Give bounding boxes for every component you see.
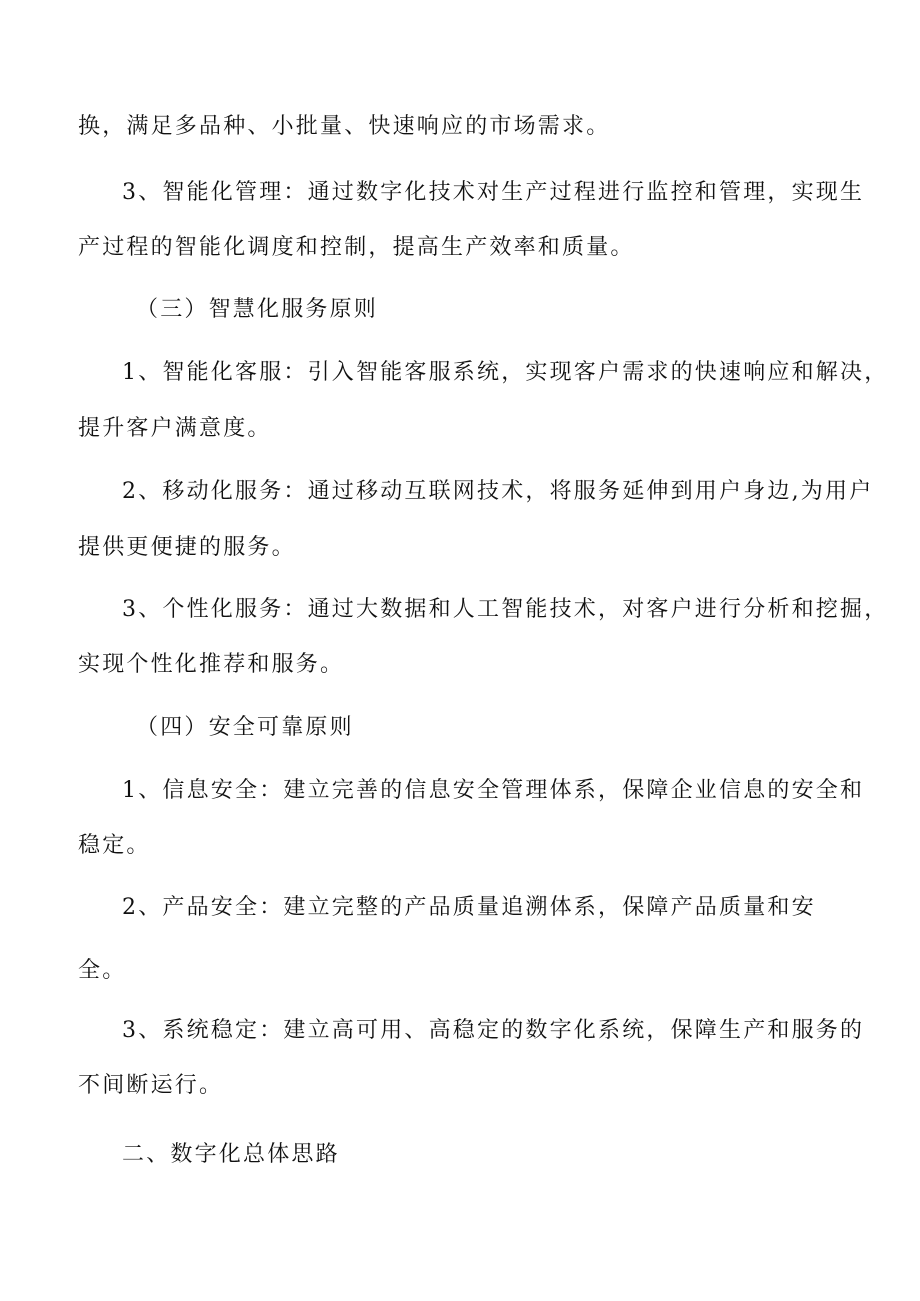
paragraph-line: 全。 [78,958,127,983]
paragraph-line: 产过程的智能化调度和控制，提高生产效率和质量。 [78,235,635,260]
paragraph-line: 1、信息安全：建立完善的信息安全管理体系，保障企业信息的安全和 [122,778,865,803]
paragraph-line: 3、个性化服务：通过大数据和人工智能技术，对客户进行分析和挖掘， [122,597,889,622]
section-heading: 二、数字化总体思路 [122,1142,340,1167]
paragraph-line: 1、智能化客服：引入智能客服系统，实现客户需求的快速响应和解决， [122,360,889,385]
paragraph-line: 实现个性化推荐和服务。 [78,652,345,677]
subsection-heading: （三）智慧化服务原则 [136,297,379,322]
paragraph-line: 2、产品安全：建立完整的产品质量追溯体系，保障产品质量和安 [122,895,816,920]
paragraph-line: 提供更便捷的服务。 [78,535,296,560]
subsection-heading: （四）安全可靠原则 [136,715,354,740]
paragraph-line: 提升客户满意度。 [78,416,272,441]
paragraph-line: 稳定。 [78,833,151,858]
paragraph-line: 3、系统稳定：建立高可用、高稳定的数字化系统，保障生产和服务的 [122,1018,865,1043]
paragraph-line: 2、移动化服务：通过移动互联网技术，将服务延伸到用户身边,为用户 [122,479,874,504]
paragraph-line: 3、智能化管理：通过数字化技术对生产过程进行监控和管理，实现生 [122,180,865,205]
paragraph-line: 换，满足多品种、小批量、快速响应的市场需求。 [78,114,611,139]
paragraph-line: 不间断运行。 [78,1073,224,1098]
